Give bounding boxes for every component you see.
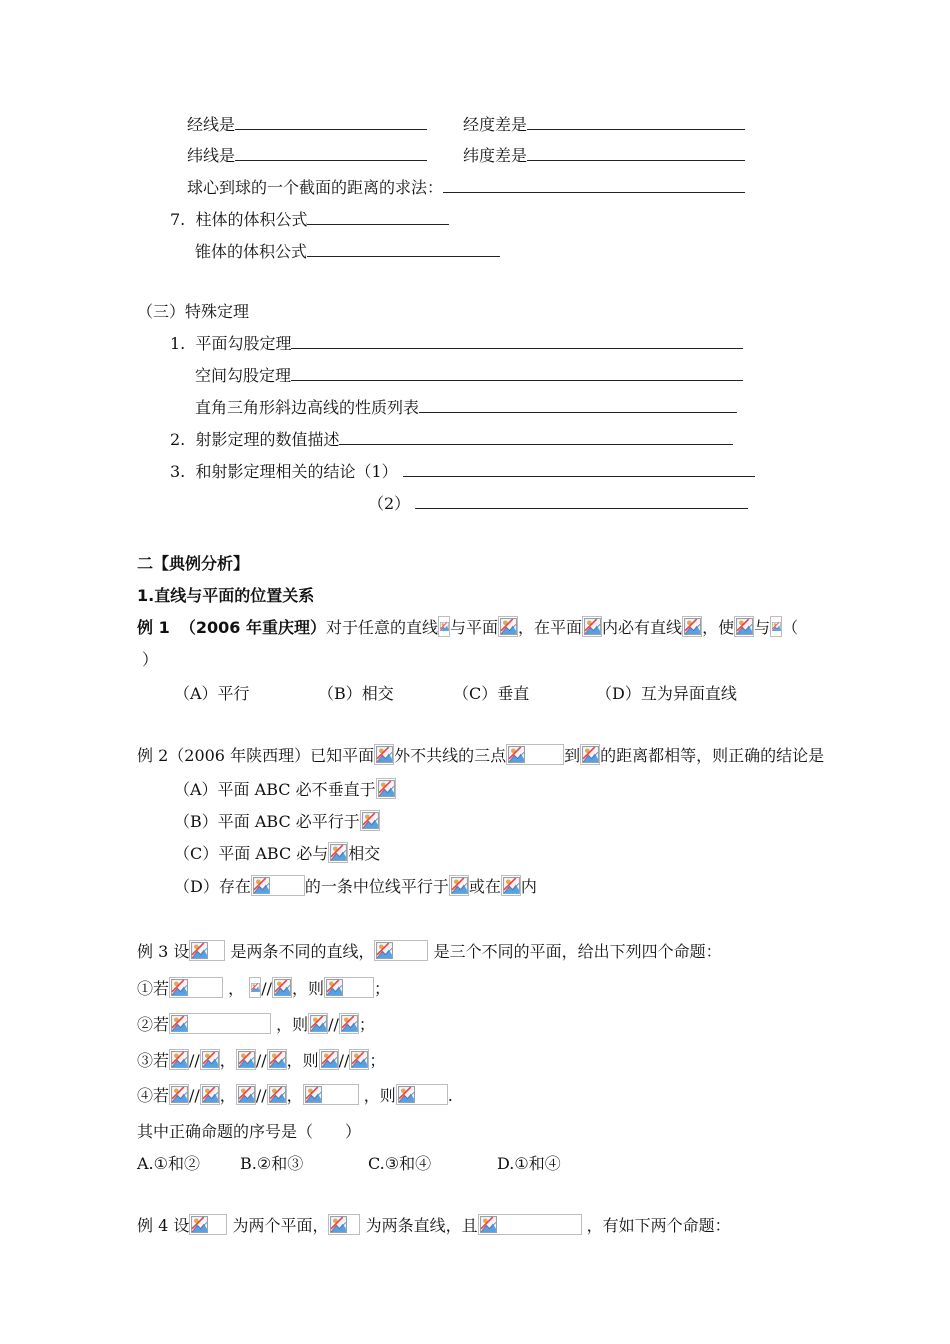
longitude-diff-label: 经度差是 bbox=[463, 115, 528, 134]
formula-image-icon bbox=[478, 1214, 582, 1235]
sphere-section-row bbox=[187, 176, 745, 200]
item2-number: 2. bbox=[170, 430, 186, 449]
latitude-label: 纬线是 bbox=[187, 146, 236, 165]
prop4-then: ，则 bbox=[363, 1086, 396, 1105]
formula-image-icon bbox=[328, 1214, 360, 1235]
example3-text3: 是三个不同的平面，给出下列四个命题： bbox=[433, 942, 722, 961]
example4-text1: 例 4 设 bbox=[137, 1216, 190, 1235]
example2-text4: 的距离都相等，则正确的结论是 bbox=[600, 746, 825, 765]
latitude-diff-blank[interactable] bbox=[527, 144, 745, 161]
plane-pythagoras-blank[interactable] bbox=[291, 332, 743, 349]
example2-option-c-text1: （C）平面 ABC 必与 bbox=[174, 844, 329, 863]
prop2-parallel: // bbox=[328, 1015, 339, 1034]
cone-volume-label: 锥体的体积公式 bbox=[195, 242, 308, 261]
example4-text2: 为两个平面， bbox=[232, 1216, 329, 1235]
example1-option-a: （A）平行 bbox=[174, 684, 250, 703]
example1-option-b: （B）相交 bbox=[318, 684, 394, 703]
formula-image-icon bbox=[324, 977, 374, 998]
longitude-label: 经线是 bbox=[187, 115, 236, 134]
example3-proposition-2 bbox=[137, 1013, 375, 1037]
example2-option-d-text2: 的一条中位线平行于 bbox=[304, 877, 449, 896]
formula-image-icon bbox=[236, 1084, 256, 1105]
example2-option-b-text: （B）平面 ABC 必平行于 bbox=[174, 812, 360, 831]
prop1-then: ，则 bbox=[292, 979, 325, 998]
example2-text1: 例 2（2006 年陕西理）已知平面 bbox=[137, 746, 375, 765]
example3-text2: 是两条不同的直线， bbox=[230, 942, 375, 961]
example2-option-c bbox=[174, 842, 380, 866]
item1-row bbox=[170, 332, 743, 356]
formula-image-icon bbox=[328, 842, 348, 863]
formula-image-icon bbox=[200, 1049, 220, 1070]
prop4-text1: ④若 bbox=[137, 1086, 170, 1105]
part2-subheading: 1.直线与平面的位置关系 bbox=[137, 586, 315, 605]
part2-heading: 二【典例分析】 bbox=[137, 554, 250, 573]
prop3-parallel1: // bbox=[189, 1051, 200, 1070]
formula-image-icon bbox=[303, 1084, 359, 1105]
formula-image-icon bbox=[339, 1013, 359, 1034]
formula-image-icon bbox=[169, 1049, 189, 1070]
formula-image-icon bbox=[506, 744, 564, 765]
projection-theorem-blank[interactable] bbox=[339, 428, 733, 445]
space-pythagoras-label: 空间勾股定理 bbox=[195, 366, 292, 385]
example1-paren-open: （ bbox=[782, 618, 799, 637]
formula-image-icon bbox=[498, 616, 518, 637]
formula-image-icon bbox=[360, 810, 380, 831]
prop3-then: ，则 bbox=[286, 1051, 319, 1070]
formula-image-icon bbox=[189, 940, 225, 961]
prop3-end: ； bbox=[369, 1051, 386, 1070]
example3-proposition-4 bbox=[137, 1084, 453, 1108]
plane-pythagoras-label: 平面勾股定理 bbox=[195, 334, 292, 353]
example2-stem bbox=[137, 744, 824, 768]
example2-option-d-text4: 内 bbox=[520, 877, 537, 896]
example3-question: 其中正确命题的序号是（ ） bbox=[137, 1122, 362, 1141]
formula-image-icon bbox=[374, 744, 394, 765]
latitude-diff-label: 纬度差是 bbox=[463, 146, 528, 165]
example1-text5: ，使 bbox=[702, 618, 735, 637]
formula-image-icon bbox=[449, 875, 469, 896]
example1-text3: ，在平面 bbox=[518, 618, 583, 637]
formula-image-icon bbox=[189, 1214, 227, 1235]
prop3-parallel2: // bbox=[255, 1051, 267, 1070]
example1-text2: 与平面 bbox=[450, 618, 499, 637]
latitude-line-row bbox=[187, 144, 427, 168]
formula-image-icon bbox=[682, 616, 702, 637]
section3-heading: （三）特殊定理 bbox=[137, 302, 250, 321]
item3-2-row bbox=[368, 492, 748, 516]
prop1-parallel: // bbox=[261, 979, 272, 998]
example1-text6: 与 bbox=[754, 618, 771, 637]
example1-source: （2006 年重庆理） bbox=[179, 618, 326, 637]
projection-conclusion-label: 和射影定理相关的结论（1） bbox=[195, 462, 398, 481]
formula-image-icon bbox=[236, 1049, 256, 1070]
space-pythagoras-row bbox=[195, 364, 743, 388]
formula-image-icon bbox=[308, 1013, 328, 1034]
formula-image-icon bbox=[267, 1084, 287, 1105]
item3-number: 3. bbox=[170, 462, 186, 481]
formula-image-icon bbox=[251, 875, 305, 896]
formula-image-icon bbox=[582, 616, 602, 637]
formula-image-icon bbox=[734, 616, 754, 637]
formula-image-icon bbox=[438, 616, 450, 637]
example3-option-b: B.②和③ bbox=[240, 1154, 304, 1173]
prop1-text1: ①若 bbox=[137, 979, 170, 998]
example2-option-d bbox=[174, 875, 537, 899]
example1-option-c: （C）垂直 bbox=[453, 684, 530, 703]
item2-row bbox=[170, 428, 733, 452]
example3-stem bbox=[137, 940, 722, 964]
formula-image-icon bbox=[249, 977, 261, 998]
example1-text1: 对于任意的直线 bbox=[326, 618, 439, 637]
formula-image-icon bbox=[169, 977, 223, 998]
formula-image-icon bbox=[501, 875, 521, 896]
example2-text2: 外不共线的三点 bbox=[394, 746, 507, 765]
formula-image-icon bbox=[396, 1084, 448, 1105]
formula-image-icon bbox=[319, 1049, 339, 1070]
example4-stem bbox=[137, 1214, 731, 1238]
example3-option-d: D.①和④ bbox=[497, 1154, 561, 1173]
prop2-text1: ②若 bbox=[137, 1015, 170, 1034]
latitude-diff-row bbox=[463, 144, 745, 168]
prop4-comma1: ， bbox=[219, 1086, 236, 1105]
projection-theorem-label: 射影定理的数值描述 bbox=[195, 430, 340, 449]
sphere-section-label: 球心到球的一个截面的距离的求法： bbox=[187, 178, 444, 197]
example3-option-c: C.③和④ bbox=[368, 1154, 432, 1173]
formula-image-icon bbox=[580, 744, 600, 765]
example2-option-d-text3: 或在 bbox=[468, 877, 501, 896]
prism-volume-blank[interactable] bbox=[307, 208, 449, 225]
projection-conclusion1-blank[interactable] bbox=[403, 460, 755, 477]
prop4-comma2: ， bbox=[286, 1086, 303, 1105]
formula-image-icon bbox=[349, 1049, 369, 1070]
cone-volume-blank[interactable] bbox=[307, 240, 500, 257]
formula-image-icon bbox=[169, 1013, 271, 1034]
item7-row bbox=[170, 208, 449, 232]
formula-image-icon bbox=[376, 778, 396, 799]
conclusion2-label: （2） bbox=[368, 494, 411, 513]
example3-proposition-1 bbox=[137, 977, 390, 1001]
prop2-then: ，则 bbox=[276, 1015, 309, 1034]
projection-conclusion2-blank[interactable] bbox=[415, 492, 748, 509]
example3-option-a: A.①和② bbox=[137, 1154, 200, 1173]
longitude-diff-blank[interactable] bbox=[527, 113, 745, 130]
formula-image-icon bbox=[770, 616, 782, 637]
prism-volume-label: 柱体的体积公式 bbox=[195, 210, 308, 229]
prop1-text2: ， bbox=[228, 979, 245, 998]
example1-stem bbox=[137, 616, 798, 640]
example4-text4: ，有如下两个命题： bbox=[586, 1216, 731, 1235]
altitude-table-label: 直角三角形斜边高线的性质列表 bbox=[195, 398, 420, 417]
example2-option-c-text2: 相交 bbox=[348, 844, 381, 863]
prop3-comma: ， bbox=[219, 1051, 236, 1070]
space-pythagoras-blank[interactable] bbox=[291, 364, 743, 381]
formula-image-icon bbox=[169, 1084, 189, 1105]
formula-image-icon bbox=[374, 940, 428, 961]
prop4-parallel1: // bbox=[189, 1086, 200, 1105]
formula-image-icon bbox=[272, 977, 292, 998]
longitude-diff-row bbox=[463, 113, 745, 137]
example2-option-a-text: （A）平面 ABC 必不垂直于 bbox=[174, 780, 376, 799]
prop3-text1: ③若 bbox=[137, 1051, 170, 1070]
prop4-end: . bbox=[447, 1086, 453, 1105]
example1-label: 例 1 bbox=[137, 618, 170, 637]
example4-text3: 为两条直线，且 bbox=[365, 1216, 478, 1235]
example3-text1: 例 3 设 bbox=[137, 942, 190, 961]
example3-proposition-3 bbox=[137, 1049, 385, 1073]
example2-text3: 到 bbox=[564, 746, 581, 765]
longitude-line-row bbox=[187, 113, 427, 137]
latitude-blank[interactable] bbox=[235, 144, 427, 161]
longitude-blank[interactable] bbox=[235, 113, 427, 130]
example2-option-b bbox=[174, 810, 380, 834]
example1-paren-close: ） bbox=[142, 650, 159, 669]
item7-number: 7. bbox=[170, 210, 186, 229]
example1-option-d: （D）互为异面直线 bbox=[596, 684, 737, 703]
cone-volume-row bbox=[195, 240, 500, 264]
formula-image-icon bbox=[267, 1049, 287, 1070]
prop2-end: ； bbox=[358, 1015, 375, 1034]
example2-option-d-text1: （D）存在 bbox=[174, 877, 251, 896]
prop3-parallel3: // bbox=[338, 1051, 350, 1070]
altitude-table-blank[interactable] bbox=[419, 396, 737, 413]
sphere-section-blank[interactable] bbox=[443, 176, 745, 193]
example1-text4: 内必有直线 bbox=[602, 618, 683, 637]
example2-option-a bbox=[174, 778, 396, 802]
formula-image-icon bbox=[200, 1084, 220, 1105]
item3-row bbox=[170, 460, 755, 484]
prop4-parallel2: // bbox=[255, 1086, 267, 1105]
altitude-table-row bbox=[195, 396, 737, 420]
prop1-end: ； bbox=[374, 979, 391, 998]
item1-number: 1. bbox=[170, 334, 186, 353]
